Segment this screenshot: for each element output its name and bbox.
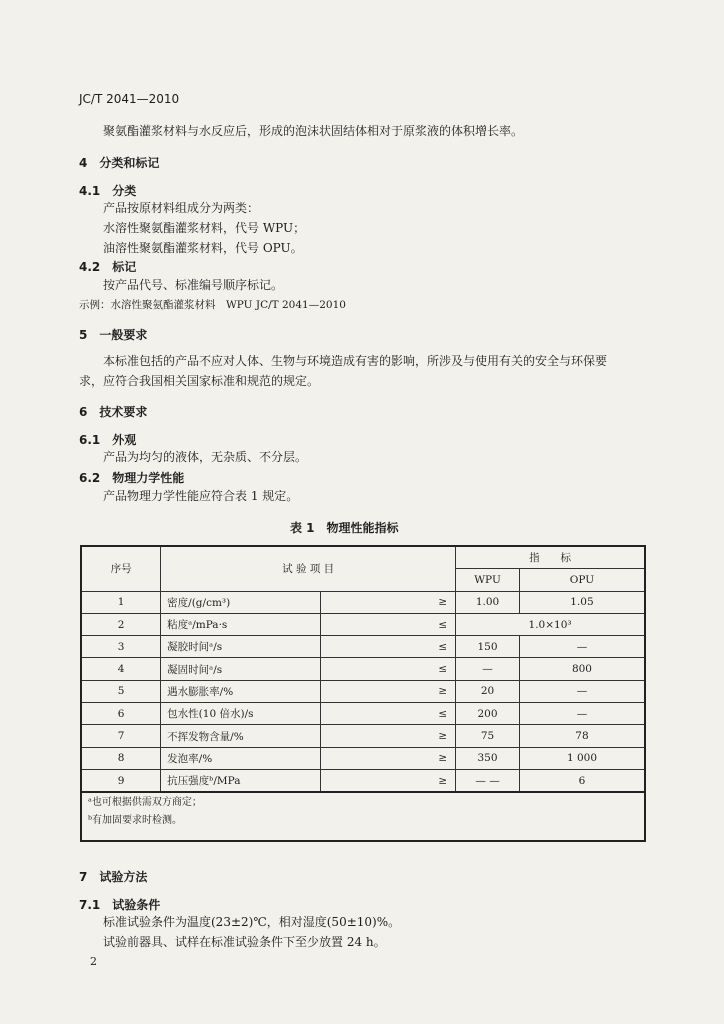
cell-item: 密度/(g/cm³) [161, 591, 321, 613]
cell-item: 不挥发物含量/% [161, 725, 321, 747]
cell-no: 4 [81, 658, 161, 680]
cell-item: 抗压强度ᵇ/MPa [161, 769, 321, 792]
cell-opu: — [519, 636, 645, 658]
cell-item: 发泡率/% [161, 747, 321, 769]
section-6-2-title: 6.2 物理力学性能 [79, 471, 185, 485]
header-no: 序号 [81, 546, 161, 591]
section-7-1-title: 7.1 试验条件 [79, 898, 161, 912]
cell-comparator: ≥ [320, 591, 455, 613]
s62-line: 产品物理力学性能应符合表 1 规定。 [103, 489, 299, 503]
cell-opu: 800 [519, 658, 645, 680]
cell-opu: 1.05 [519, 591, 645, 613]
section-7-title: 7 试验方法 [79, 870, 148, 884]
section-4-2-title: 4.2 标记 [79, 260, 137, 274]
cell-comparator: ≥ [320, 725, 455, 747]
cell-comparator: ≤ [320, 703, 455, 725]
cell-no: 9 [81, 769, 161, 792]
cell-item: 凝固时间ᵃ/s [161, 658, 321, 680]
cell-no: 3 [81, 636, 161, 658]
cell-comparator: ≤ [320, 658, 455, 680]
table-notes [80, 790, 646, 842]
header-index: 指 标 [456, 546, 645, 569]
section-6-title: 6 技术要求 [79, 405, 148, 419]
cell-comparator: ≥ [320, 769, 455, 792]
header-wpu: WPU [456, 569, 520, 591]
section-5-title: 5 一般要求 [79, 328, 148, 342]
cell-item: 粘度ᵃ/mPa·s [161, 613, 321, 635]
table-row [81, 658, 645, 680]
section-4-title: 4 分类和标记 [79, 156, 160, 170]
section-4-1-title: 4.1 分类 [79, 184, 137, 198]
cell-wpu: 350 [456, 747, 520, 769]
s61-line: 产品为均匀的液体，无杂质、不分层。 [103, 450, 308, 464]
cell-wpu: 200 [456, 703, 520, 725]
s41-line-2: 水溶性聚氨酯灌浆材料，代号 WPU； [103, 221, 306, 235]
s42-line: 按产品代号、标准编号顺序标记。 [103, 278, 284, 292]
cell-opu: — [519, 703, 645, 725]
cell-wpu: — — [456, 769, 520, 792]
physical-properties-table [80, 545, 646, 793]
cell-wpu: 75 [456, 725, 520, 747]
cell-no: 1 [81, 591, 161, 613]
cell-comparator: ≥ [320, 680, 455, 702]
table-row [81, 725, 645, 747]
page-number: 2 [90, 955, 97, 968]
table-row [81, 680, 645, 702]
header-item: 试 验 项 目 [161, 546, 456, 591]
section-6-1-title: 6.1 外观 [79, 433, 137, 447]
cell-no: 7 [81, 725, 161, 747]
cell-opu: 78 [519, 725, 645, 747]
cell-wpu: 1.00 [456, 591, 520, 613]
s5-line-2: 求，应符合我国相关国家标准和规范的规定。 [79, 374, 320, 388]
table-row [81, 703, 645, 725]
header-opu: OPU [519, 569, 645, 591]
cell-wpu: 150 [456, 636, 520, 658]
cell-wpu: 20 [456, 680, 520, 702]
cell-wpu: — [456, 658, 520, 680]
table-row [81, 769, 645, 792]
cell-opu: 6 [519, 769, 645, 792]
cell-comparator: ≤ [320, 636, 455, 658]
table-row [81, 747, 645, 769]
cell-no: 6 [81, 703, 161, 725]
intro-paragraph: 聚氨酯灌浆材料与水反应后，形成的泡沫状固结体相对于原浆液的体积增长率。 [103, 124, 524, 138]
s5-line-1: 本标准包括的产品不应对人体、生物与环境造成有害的影响，所涉及与使用有关的安全与环保要 [103, 354, 608, 368]
table-caption: 表 1 物理性能指标 [290, 521, 399, 535]
cell-no: 2 [81, 613, 161, 635]
cell-opu: 1 000 [519, 747, 645, 769]
note-b: ᵇ有加固要求时检测。 [88, 815, 182, 826]
table-row [81, 613, 645, 635]
cell-item: 包水性(10 倍水)/s [161, 703, 321, 725]
marking-example: 示例：水溶性聚氨酯灌浆材料 WPU JC/T 2041—2010 [79, 299, 346, 311]
s71-line-1: 标准试验条件为温度(23±2)℃，相对湿度(50±10)%。 [103, 915, 401, 929]
cell-comparator: ≤ [320, 613, 455, 635]
table-row [81, 591, 645, 613]
note-a: ᵃ也可根据供需双方商定； [88, 797, 202, 808]
table-row [81, 636, 645, 658]
cell-item: 凝胶时间ᵃ/s [161, 636, 321, 658]
cell-no: 5 [81, 680, 161, 702]
s41-line-1: 产品按原材料组成分为两类： [103, 201, 260, 215]
cell-item: 遇水膨胀率/% [161, 680, 321, 702]
cell-no: 8 [81, 747, 161, 769]
s41-line-3: 油溶性聚氨酯灌浆材料，代号 OPU。 [103, 241, 303, 255]
cell-opu: — [519, 680, 645, 702]
s71-line-2: 试验前器具、试样在标准试验条件下至少放置 24 h。 [103, 935, 386, 949]
cell-comparator: ≥ [320, 747, 455, 769]
standard-header: JC/T 2041—2010 [79, 92, 180, 106]
cell-merged-value: 1.0×10³ [456, 613, 645, 635]
